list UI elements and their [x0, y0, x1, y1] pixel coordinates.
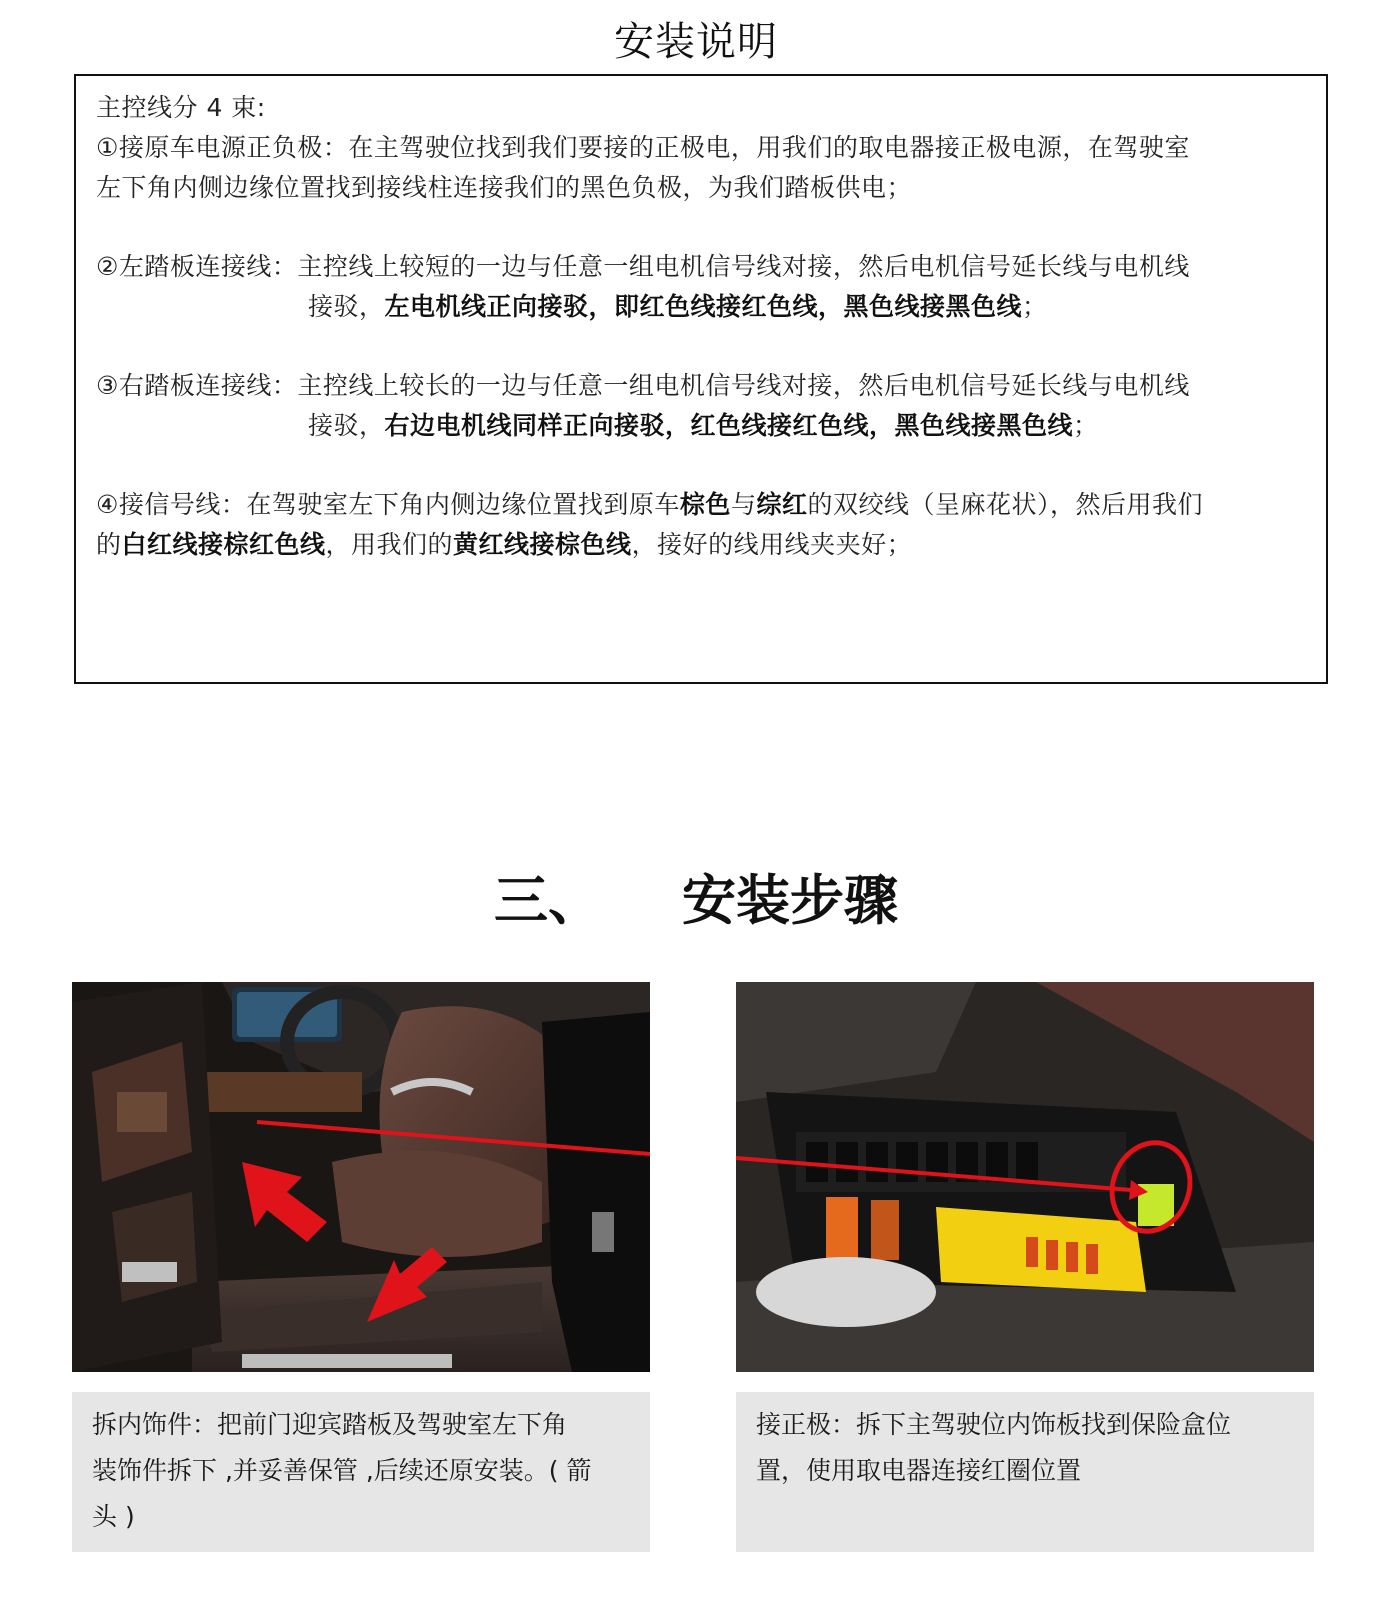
item2-bold: 左电机线正向接驳，即红色线接红色线，黑色线接黑色线 — [384, 292, 1023, 321]
item1-line2: 左下角内侧边缘位置找到接线柱连接我们的黑色负极，为我们踏板供电； — [96, 173, 913, 202]
item4-line1: ④接信号线：在驾驶室左下角内侧边缘位置找到原车棕色与综红的双绞线（呈麻花状），然后用我们 — [96, 490, 1203, 519]
item2-line1: ②左踏板连接线：主控线上较短的一边与任意一组电机信号线对接，然后电机信号延长线与电机线 — [96, 252, 1190, 281]
page-title: 安装说明 — [614, 19, 778, 65]
step1-caption-line3: 头 ) — [92, 1502, 135, 1531]
car-interior-photo — [72, 982, 650, 1372]
item2-line2: 接驳，左电机线正向接驳，即红色线接红色线，黑色线接黑色线； — [308, 292, 1048, 321]
step2-caption-line2: 置，使用取电器连接红圈位置 — [756, 1456, 1082, 1485]
instructions-box — [74, 74, 1328, 684]
step2-caption-line1: 接正极：拆下主驾驶位内饰板找到保险盒位 — [756, 1410, 1232, 1439]
item3-bold: 右边电机线同样正向接驳，红色线接红色线，黑色线接黑色线 — [384, 411, 1074, 440]
intro-line: 主控线分 4 束: — [96, 93, 266, 122]
step1-caption-line1: 拆内饰件：把前门迎宾踏板及驾驶室左下角 — [92, 1410, 568, 1439]
item4-line2: 的白红线接棕红色线，用我们的黄红线接棕色线，接好的线用线夹夹好； — [96, 530, 913, 559]
fuse-box-photo — [736, 982, 1314, 1372]
section-title: 安装步骤 — [682, 869, 898, 932]
step2-caption — [736, 1392, 1314, 1552]
step1-caption — [72, 1392, 650, 1552]
item3-line2: 接驳，右边电机线同样正向接驳，红色线接红色线，黑色线接黑色线； — [308, 411, 1099, 440]
item3-line1: ③右踏板连接线：主控线上较长的一边与任意一组电机信号线对接，然后电机信号延长线与电机线 — [96, 371, 1190, 400]
step1-caption-line2: 装饰件拆下 ,并妥善保管 ,后续还原安装。( 箭 — [92, 1456, 592, 1485]
section-number: 三、 — [494, 869, 602, 932]
item1-line1: ①接原车电源正负极：在主驾驶位找到我们要接的正极电，用我们的取电器接正极电源，在驾驶室 — [96, 133, 1190, 162]
section-heading — [0, 858, 1392, 935]
